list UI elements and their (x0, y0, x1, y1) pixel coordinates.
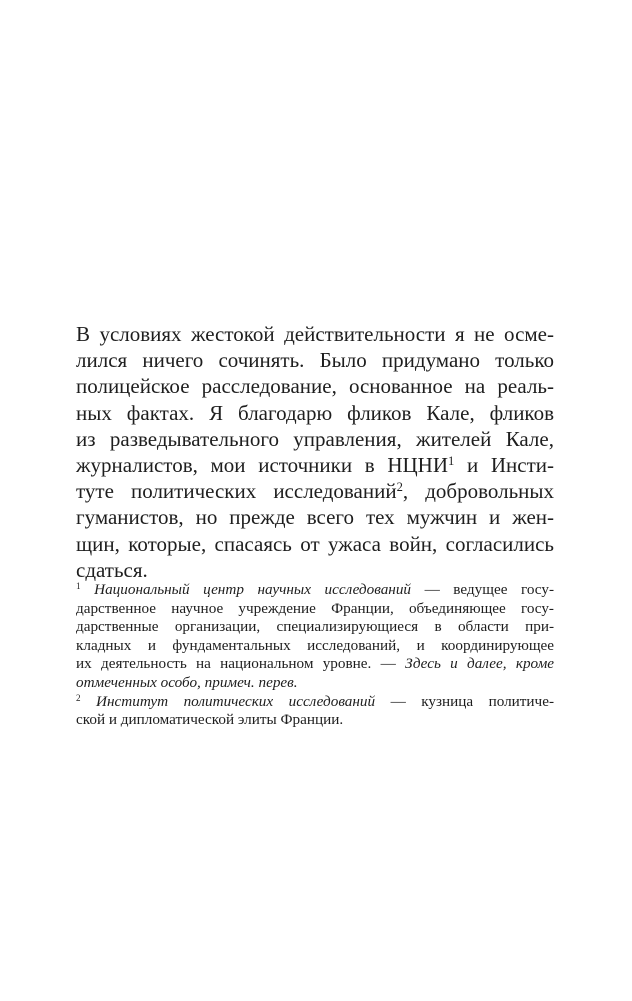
text-fragment: — кузница политиче- (375, 692, 554, 710)
text-fragment: — ведущее госу- (411, 581, 554, 598)
footnote-1-line: кладных и фундаментальных исследований, и координирующее (76, 636, 554, 654)
footnote-marker-2: 2 (76, 692, 81, 703)
translator-note: отмеченных особо, примеч. перев. (76, 673, 298, 691)
text-fragment: , добровольных (402, 479, 554, 504)
text-line: полицейское расследование, основанное на реаль- (76, 374, 554, 399)
footnote-ref-2: 2 (396, 480, 403, 495)
footnote-term: Национальный центр научных исследований (94, 581, 412, 598)
text-line (76, 452, 554, 478)
footnote-1-line (76, 674, 554, 693)
text-fragment: их деятельность на национальном уровне. — (76, 655, 406, 673)
main-paragraph (76, 321, 554, 583)
text-fragment: журналистов, мои источники в НЦНИ (76, 453, 449, 478)
footnotes (76, 581, 554, 730)
text-line: сдаться. (76, 557, 148, 582)
footnote-1-line (76, 655, 554, 674)
footnote-marker-1: 1 (76, 580, 81, 591)
text-line: щин, которые, спасаясь от ужаса войн, согласились (76, 531, 554, 556)
footnote-1-line (76, 581, 554, 600)
text-line: лился ничего сочинять. Было придумано только (76, 348, 554, 373)
text-fragment: и Инсти- (454, 453, 555, 478)
translator-note: Здесь и далее, кроме (405, 655, 555, 673)
footnote-2-line (76, 693, 554, 712)
footnote-1-line: дарственное научное учреждение Франции, объединяющее госу- (76, 599, 554, 617)
text-line (76, 478, 554, 504)
footnote-term: Институт политических исследований (96, 692, 376, 710)
text-line: В условиях жестокой действительности я не осме- (76, 322, 554, 346)
footnote-2-line: ской и дипломатической элиты Франции. (76, 711, 344, 729)
text-fragment: туте политических исследований (76, 479, 397, 504)
text-line: ных фактах. Я благодарю фликов Кале, фликов (76, 400, 554, 425)
footnote-ref-1: 1 (448, 454, 455, 469)
text-line: гуманистов, но прежде всего тех мужчин и жен- (76, 505, 554, 530)
footnote-1-line: дарственные организации, специализирующиеся в области при- (76, 618, 554, 636)
text-line: из разведывательного управления, жителей Кале, (76, 426, 554, 451)
